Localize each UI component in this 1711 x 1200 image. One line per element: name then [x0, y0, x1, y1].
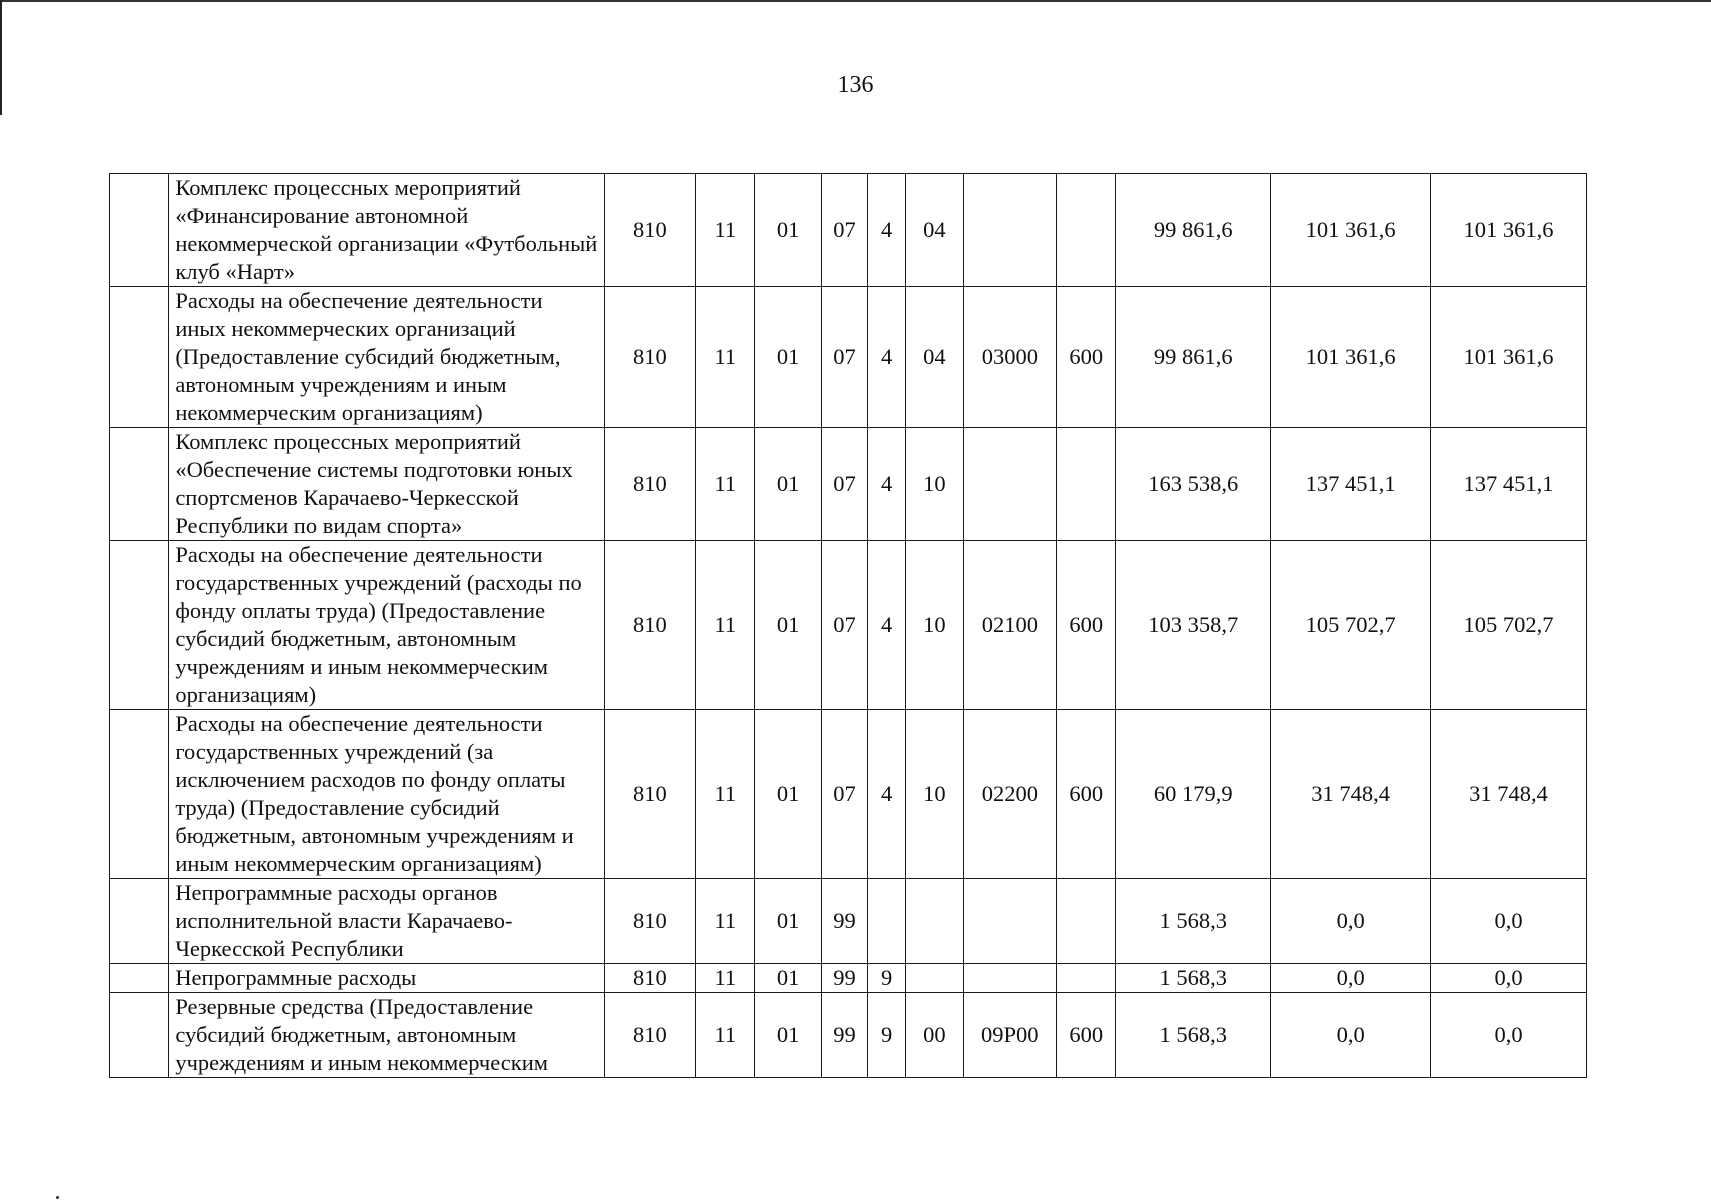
direction-code-cell: 09Р00 — [963, 993, 1057, 1078]
amount-year1-cell: 60 179,9 — [1116, 710, 1271, 879]
program-type-code-cell: 9 — [868, 964, 906, 993]
direction-code-cell — [963, 428, 1057, 541]
section-code-cell: 11 — [696, 993, 755, 1078]
amount-year3-cell: 101 361,6 — [1431, 174, 1587, 287]
table-row — [110, 993, 1587, 1078]
row-index-cell — [110, 428, 169, 541]
ministry-code-cell: 810 — [604, 428, 695, 541]
section-code-cell: 11 — [696, 287, 755, 428]
structural-element-code-cell: 10 — [906, 541, 963, 710]
section-code-cell: 11 — [696, 174, 755, 287]
amount-year2-cell: 31 748,4 — [1271, 710, 1431, 879]
amount-year3-cell: 101 361,6 — [1431, 287, 1587, 428]
direction-code-cell — [963, 174, 1057, 287]
scan-speck — [56, 1196, 59, 1199]
structural-element-code-cell: 00 — [906, 993, 963, 1078]
program-type-code-cell: 4 — [868, 710, 906, 879]
table-row — [110, 428, 1587, 541]
program-code-cell: 07 — [821, 174, 867, 287]
row-index-cell — [110, 710, 169, 879]
program-type-code-cell: 9 — [868, 993, 906, 1078]
table-row — [110, 174, 1587, 287]
page-number: 136 — [837, 72, 874, 98]
budget-table — [109, 173, 1587, 1078]
program-code-cell: 07 — [821, 710, 867, 879]
expense-name-cell: Комплекс процессных мероприятий «Финансирование автономной некоммерческой организации «Футбольный клуб «Нарт» — [169, 174, 604, 287]
amount-year1-cell: 99 861,6 — [1116, 174, 1271, 287]
row-index-cell — [110, 174, 169, 287]
row-index-cell — [110, 879, 169, 964]
direction-code-cell: 02100 — [963, 541, 1057, 710]
subsection-code-cell: 01 — [755, 541, 821, 710]
subsection-code-cell: 01 — [755, 710, 821, 879]
table-row — [110, 879, 1587, 964]
amount-year2-cell: 0,0 — [1271, 993, 1431, 1078]
subsection-code-cell: 01 — [755, 428, 821, 541]
expense-name-cell: Непрограммные расходы органов исполнительной власти Карачаево-Черкесской Республики — [169, 879, 604, 964]
amount-year3-cell: 0,0 — [1431, 964, 1587, 993]
amount-year3-cell: 105 702,7 — [1431, 541, 1587, 710]
section-code-cell: 11 — [696, 541, 755, 710]
expense-name-cell: Непрограммные расходы — [169, 964, 604, 993]
program-type-code-cell: 4 — [868, 174, 906, 287]
ministry-code-cell: 810 — [604, 287, 695, 428]
scan-top-edge — [0, 0, 1711, 2]
amount-year3-cell: 31 748,4 — [1431, 710, 1587, 879]
ministry-code-cell: 810 — [604, 879, 695, 964]
amount-year1-cell: 1 568,3 — [1116, 879, 1271, 964]
expense-name-cell: Расходы на обеспечение деятельности иных некоммерческих организаций (Предоставление субсидий бюджетным, автономным учреждениям и иным некоммерческим организациям) — [169, 287, 604, 428]
subsection-code-cell: 01 — [755, 993, 821, 1078]
table-row — [110, 710, 1587, 879]
structural-element-code-cell: 10 — [906, 710, 963, 879]
structural-element-code-cell — [906, 964, 963, 993]
expense-name-cell: Расходы на обеспечение деятельности государственных учреждений (за исключением расходов по фонду оплаты труда) (Предоставление субсидий бюджетным, автономным учреждениям и иным некоммерческим организациям) — [169, 710, 604, 879]
program-code-cell: 99 — [821, 879, 867, 964]
amount-year1-cell: 1 568,3 — [1116, 964, 1271, 993]
subsection-code-cell: 01 — [755, 964, 821, 993]
amount-year2-cell: 0,0 — [1271, 964, 1431, 993]
structural-element-code-cell: 04 — [906, 287, 963, 428]
amount-year2-cell: 101 361,6 — [1271, 287, 1431, 428]
expense-type-code-cell: 600 — [1057, 541, 1116, 710]
program-type-code-cell: 4 — [868, 287, 906, 428]
ministry-code-cell: 810 — [604, 541, 695, 710]
table-row — [110, 287, 1587, 428]
amount-year1-cell: 163 538,6 — [1116, 428, 1271, 541]
program-code-cell: 07 — [821, 541, 867, 710]
amount-year1-cell: 103 358,7 — [1116, 541, 1271, 710]
subsection-code-cell: 01 — [755, 879, 821, 964]
amount-year2-cell: 137 451,1 — [1271, 428, 1431, 541]
ministry-code-cell: 810 — [604, 174, 695, 287]
expense-type-code-cell — [1057, 174, 1116, 287]
amount-year3-cell: 137 451,1 — [1431, 428, 1587, 541]
direction-code-cell: 03000 — [963, 287, 1057, 428]
row-index-cell — [110, 993, 169, 1078]
row-index-cell — [110, 541, 169, 710]
direction-code-cell — [963, 964, 1057, 993]
ministry-code-cell: 810 — [604, 993, 695, 1078]
program-code-cell: 99 — [821, 964, 867, 993]
ministry-code-cell: 810 — [604, 964, 695, 993]
amount-year3-cell: 0,0 — [1431, 993, 1587, 1078]
amount-year2-cell: 105 702,7 — [1271, 541, 1431, 710]
expense-type-code-cell — [1057, 879, 1116, 964]
row-index-cell — [110, 287, 169, 428]
table-row — [110, 964, 1587, 993]
amount-year1-cell: 1 568,3 — [1116, 993, 1271, 1078]
program-code-cell: 07 — [821, 428, 867, 541]
expense-type-code-cell: 600 — [1057, 287, 1116, 428]
program-code-cell: 07 — [821, 287, 867, 428]
section-code-cell: 11 — [696, 964, 755, 993]
section-code-cell: 11 — [696, 879, 755, 964]
amount-year1-cell: 99 861,6 — [1116, 287, 1271, 428]
expense-type-code-cell — [1057, 964, 1116, 993]
expense-type-code-cell — [1057, 428, 1116, 541]
program-type-code-cell: 4 — [868, 541, 906, 710]
subsection-code-cell: 01 — [755, 287, 821, 428]
structural-element-code-cell: 10 — [906, 428, 963, 541]
amount-year2-cell: 101 361,6 — [1271, 174, 1431, 287]
program-type-code-cell: 4 — [868, 428, 906, 541]
table-row — [110, 541, 1587, 710]
program-type-code-cell — [868, 879, 906, 964]
structural-element-code-cell — [906, 879, 963, 964]
amount-year3-cell: 0,0 — [1431, 879, 1587, 964]
section-code-cell: 11 — [696, 428, 755, 541]
expense-name-cell: Комплекс процессных мероприятий «Обеспечение системы подготовки юных спортсменов Карачаево-Черкесской Республики по видам спорта» — [169, 428, 604, 541]
expense-name-cell: Резервные средства (Предоставление субсидий бюджетным, автономным учреждениям и иным некоммерческим — [169, 993, 604, 1078]
expense-type-code-cell: 600 — [1057, 993, 1116, 1078]
structural-element-code-cell: 04 — [906, 174, 963, 287]
direction-code-cell — [963, 879, 1057, 964]
expense-name-cell: Расходы на обеспечение деятельности государственных учреждений (расходы по фонду оплаты труда) (Предоставление субсидий бюджетным, автономным учреждениям и иным некоммерческим организациям) — [169, 541, 604, 710]
subsection-code-cell: 01 — [755, 174, 821, 287]
ministry-code-cell: 810 — [604, 710, 695, 879]
expense-type-code-cell: 600 — [1057, 710, 1116, 879]
direction-code-cell: 02200 — [963, 710, 1057, 879]
row-index-cell — [110, 964, 169, 993]
program-code-cell: 99 — [821, 993, 867, 1078]
section-code-cell: 11 — [696, 710, 755, 879]
amount-year2-cell: 0,0 — [1271, 879, 1431, 964]
